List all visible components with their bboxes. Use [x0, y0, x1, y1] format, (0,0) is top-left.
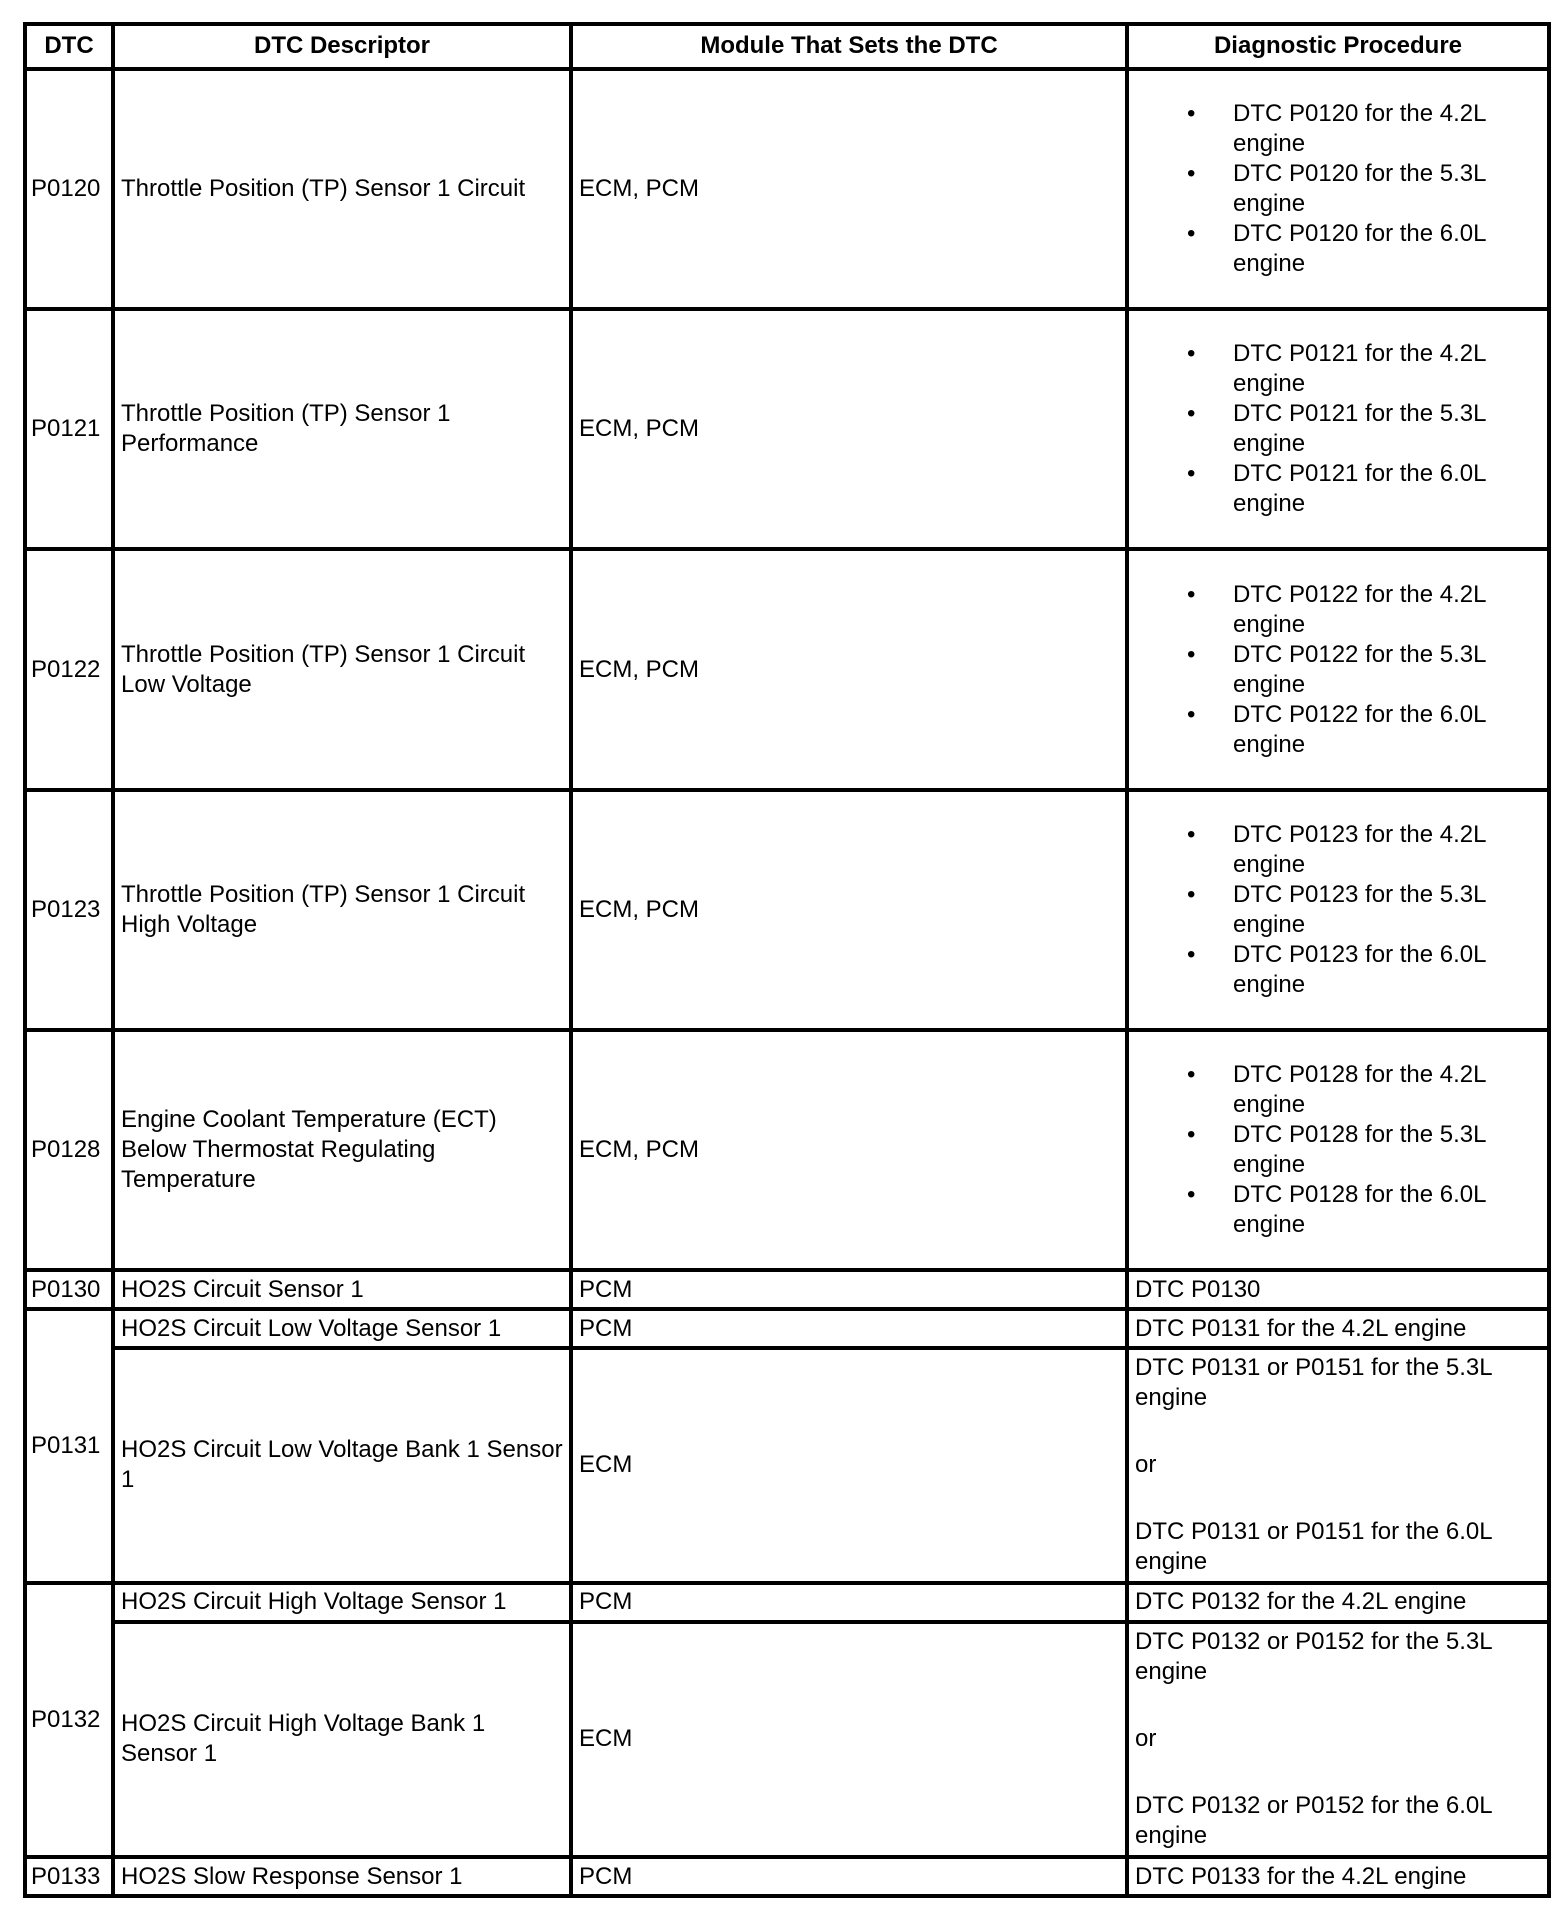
- dtc-module: ECM, PCM: [571, 1030, 1127, 1270]
- procedure-link[interactable]: • DTC P0128 for the 4.2L engine: [1135, 1060, 1541, 1120]
- dtc-code: P0130: [25, 1270, 113, 1309]
- header-dtc: DTC: [25, 24, 113, 69]
- dtc-code: P0123: [25, 790, 113, 1030]
- dtc-code: P0133: [25, 1857, 113, 1896]
- diagnostic-procedure: [1127, 790, 1549, 1030]
- dtc-descriptor: Throttle Position (TP) Sensor 1 Circuit: [113, 69, 571, 309]
- dtc-descriptor: Throttle Position (TP) Sensor 1 Circuit Low Voltage: [113, 549, 571, 789]
- procedure-link[interactable]: • DTC P0128 for the 5.3L engine: [1135, 1120, 1541, 1180]
- dtc-code: P0128: [25, 1030, 113, 1270]
- procedure-link[interactable]: • DTC P0128 for the 6.0L engine: [1135, 1180, 1541, 1240]
- dtc-module: PCM: [571, 1309, 1127, 1348]
- dtc-descriptor: Throttle Position (TP) Sensor 1 Performance: [113, 309, 571, 549]
- table-row: [25, 1030, 1549, 1270]
- procedure-list: [1135, 820, 1541, 1000]
- table-row: [25, 1583, 1549, 1622]
- header-descriptor: DTC Descriptor: [113, 24, 571, 69]
- dtc-table: [23, 22, 1551, 1898]
- procedure-link[interactable]: DTC P0131 or P0151 for the 6.0L engine: [1135, 1518, 1492, 1576]
- dtc-module: PCM: [571, 1857, 1127, 1896]
- procedure-link[interactable]: DTC P0133 for the 4.2L engine: [1127, 1857, 1549, 1896]
- procedure-link[interactable]: • DTC P0123 for the 4.2L engine: [1135, 820, 1541, 880]
- dtc-code: P0121: [25, 309, 113, 549]
- dtc-module: ECM, PCM: [571, 309, 1127, 549]
- table-row: [25, 1622, 1549, 1857]
- procedure-link[interactable]: DTC P0132 or P0152 for the 5.3L engine: [1135, 1628, 1492, 1686]
- procedure-link[interactable]: DTC P0131 or P0151 for the 5.3L engine: [1135, 1354, 1492, 1412]
- table-row: [25, 69, 1549, 309]
- procedure-link[interactable]: • DTC P0120 for the 4.2L engine: [1135, 99, 1541, 159]
- header-module: Module That Sets the DTC: [571, 24, 1127, 69]
- procedure-link[interactable]: • DTC P0120 for the 5.3L engine: [1135, 159, 1541, 219]
- procedure-link[interactable]: • DTC P0122 for the 5.3L engine: [1135, 640, 1541, 700]
- dtc-descriptor: HO2S Circuit Low Voltage Sensor 1: [113, 1309, 571, 1348]
- procedure-link[interactable]: • DTC P0123 for the 6.0L engine: [1135, 940, 1541, 1000]
- procedure-link[interactable]: DTC P0131 for the 4.2L engine: [1127, 1309, 1549, 1348]
- procedure-list: [1135, 580, 1541, 760]
- procedure-list: [1135, 339, 1541, 519]
- dtc-module: ECM, PCM: [571, 69, 1127, 309]
- procedure-link[interactable]: • DTC P0122 for the 6.0L engine: [1135, 700, 1541, 760]
- procedure-link[interactable]: DTC P0130: [1127, 1270, 1549, 1309]
- dtc-code: P0132: [25, 1583, 113, 1857]
- table-row: [25, 790, 1549, 1030]
- dtc-module: ECM: [571, 1622, 1127, 1857]
- dtc-descriptor: Engine Coolant Temperature (ECT) Below Thermostat Regulating Temperature: [113, 1030, 571, 1270]
- diagnostic-procedure: [1127, 309, 1549, 549]
- procedure-link[interactable]: DTC P0132 for the 4.2L engine: [1127, 1583, 1549, 1622]
- dtc-module: ECM, PCM: [571, 549, 1127, 789]
- dtc-module: ECM, PCM: [571, 790, 1127, 1030]
- diagnostic-procedure: [1127, 549, 1549, 789]
- procedure-link[interactable]: • DTC P0122 for the 4.2L engine: [1135, 580, 1541, 640]
- header-row: [25, 24, 1549, 69]
- table-row: [25, 1309, 1549, 1348]
- diagnostic-procedure: [1127, 1622, 1549, 1857]
- procedure-list: [1135, 99, 1541, 279]
- dtc-code: P0122: [25, 549, 113, 789]
- table-row: [25, 309, 1549, 549]
- diagnostic-procedure: [1127, 1030, 1549, 1270]
- procedure-list: [1135, 1060, 1541, 1240]
- procedure-link[interactable]: DTC P0132 or P0152 for the 6.0L engine: [1135, 1792, 1492, 1850]
- table-row: [25, 1857, 1549, 1896]
- table-row: [25, 1348, 1549, 1583]
- table-row: [25, 549, 1549, 789]
- diagnostic-procedure: [1127, 1348, 1549, 1583]
- dtc-descriptor: Throttle Position (TP) Sensor 1 Circuit High Voltage: [113, 790, 571, 1030]
- dtc-descriptor: HO2S Circuit Sensor 1: [113, 1270, 571, 1309]
- dtc-module: PCM: [571, 1270, 1127, 1309]
- dtc-descriptor: HO2S Slow Response Sensor 1: [113, 1857, 571, 1896]
- table-row: [25, 1270, 1549, 1309]
- dtc-code: P0120: [25, 69, 113, 309]
- procedure-link[interactable]: • DTC P0123 for the 5.3L engine: [1135, 880, 1541, 940]
- dtc-module: PCM: [571, 1583, 1127, 1622]
- or-text: or: [1135, 1725, 1157, 1753]
- procedure-link[interactable]: • DTC P0121 for the 5.3L engine: [1135, 399, 1541, 459]
- dtc-descriptor: HO2S Circuit Low Voltage Bank 1 Sensor 1: [113, 1348, 571, 1583]
- header-procedure: Diagnostic Procedure: [1127, 24, 1549, 69]
- dtc-code: P0131: [25, 1309, 113, 1583]
- diagnostic-procedure: [1127, 69, 1549, 309]
- procedure-link[interactable]: • DTC P0120 for the 6.0L engine: [1135, 219, 1541, 279]
- dtc-descriptor: HO2S Circuit High Voltage Sensor 1: [113, 1583, 571, 1622]
- or-text: or: [1135, 1451, 1157, 1479]
- dtc-module: ECM: [571, 1348, 1127, 1583]
- procedure-link[interactable]: • DTC P0121 for the 6.0L engine: [1135, 459, 1541, 519]
- procedure-link[interactable]: • DTC P0121 for the 4.2L engine: [1135, 339, 1541, 399]
- dtc-descriptor: HO2S Circuit High Voltage Bank 1 Sensor 1: [113, 1622, 571, 1857]
